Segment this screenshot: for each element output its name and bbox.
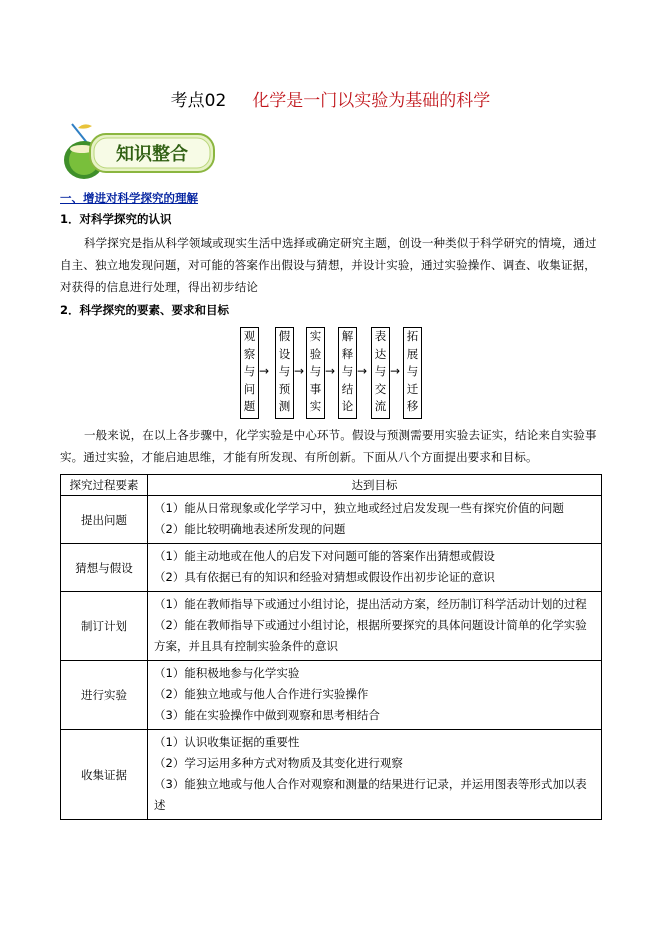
- paragraph-1-line-2: 自主、独立地发现问题，对可能的答案作出假设与猜想，并设计实验，通过实验操作、调查、收集证据，: [60, 258, 596, 272]
- flow-step: 表达与交流: [371, 327, 390, 419]
- inquiry-goals-table: [60, 474, 602, 820]
- subsection-heading-1: 1．对科学探究的认识: [60, 212, 172, 226]
- flow-arrow: →: [357, 364, 368, 378]
- flow-arrow: →: [390, 364, 401, 378]
- table-row: [61, 592, 602, 661]
- section-heading: 一、增进对科学探究的理解: [60, 191, 198, 205]
- flow-step: 拓展与迁移: [403, 327, 422, 419]
- table-cell-element: 猜想与假设: [61, 544, 148, 592]
- table-cell-element: 提出问题: [61, 496, 148, 544]
- paragraph-1: [60, 232, 600, 298]
- goal-item: （3）能在实验操作中做到观察和思考相结合: [154, 708, 380, 722]
- flow-arrow: →: [325, 364, 336, 378]
- table-cell-goals: [148, 496, 602, 544]
- table-header-goal: 达到目标: [148, 475, 602, 496]
- table-cell-goals: [148, 730, 602, 820]
- knowledge-banner: [58, 120, 218, 182]
- page-title: [0, 86, 661, 111]
- table-cell-goals: [148, 661, 602, 730]
- table-cell-goals: [148, 544, 602, 592]
- goal-item: （3）能独立地或与他人合作对观察和测量的结果进行记录，并运用图表等形式加以表述: [154, 777, 587, 812]
- flow-step: 假设与预测: [275, 327, 294, 419]
- flow-step: 解释与结论: [338, 327, 357, 419]
- topic-title: 化学是一门以实验为基础的科学: [252, 91, 491, 111]
- table-cell-element: 制订计划: [61, 592, 148, 661]
- goal-item: （2）具有依据已有的知识和经验对猜想或假设作出初步论证的意识: [154, 570, 495, 584]
- table-row: [61, 544, 602, 592]
- banner-label: 知识整合: [116, 144, 188, 165]
- table-row: [61, 730, 602, 820]
- goal-item: （1）能主动地或在他人的启发下对问题可能的答案作出猜想或假设: [154, 549, 495, 563]
- flow-step: 实验与事实: [306, 327, 325, 419]
- paragraph-1-line-3: 对获得的信息进行处理，得出初步结论: [60, 280, 259, 294]
- paragraph-2-line-2: 实。通过实验，才能启迪思维，才能有所发现、有所创新。下面从八个方面提出要求和目标。: [60, 450, 538, 464]
- flow-arrow: →: [259, 364, 270, 378]
- paragraph-1-line-1: 科学探究是指从科学领域或现实生活中选择或确定研究主题，创设一种类似于科学研究的情境，通过: [84, 236, 597, 250]
- flow-step: 观察与问题: [240, 327, 259, 419]
- banner-plaque: [90, 134, 214, 172]
- topic-number: 考点02: [170, 91, 227, 111]
- table-cell-goals: [148, 592, 602, 661]
- goal-item: （2）学习运用多种方式对物质及其变化进行观察: [154, 756, 403, 770]
- goal-item: （2）能比较明确地表述所发现的问题: [154, 522, 346, 536]
- goal-item: （1）认识收集证据的重要性: [154, 735, 300, 749]
- goal-item: （2）能独立地或与他人合作进行实验操作: [154, 687, 369, 701]
- paragraph-2: [60, 424, 600, 468]
- flow-arrow: →: [294, 364, 305, 378]
- subsection-heading-2: 2．科学探究的要素、要求和目标: [60, 303, 229, 317]
- paragraph-2-line-1: 一般来说，在以上各步骤中，化学实验是中心环节。假设与预测需要用实验去证实，结论来自实验事: [84, 428, 597, 442]
- table-header-element: 探究过程要素: [61, 475, 148, 496]
- table-cell-element: 进行实验: [61, 661, 148, 730]
- table-row: [61, 496, 602, 544]
- goal-item: （1）能从日常现象或化学学习中，独立地或经过启发发现一些有探究价值的问题: [154, 501, 564, 515]
- goal-item: （1）能在教师指导下或通过小组讨论，提出活动方案，经历制订科学活动计划的过程: [154, 597, 587, 611]
- table-row: [61, 661, 602, 730]
- goal-item: （1）能积极地参与化学实验: [154, 666, 300, 680]
- table-header-row: [61, 475, 602, 496]
- inquiry-flow-diagram: [238, 327, 438, 419]
- table-cell-element: 收集证据: [61, 730, 148, 820]
- goal-item: （2）能在教师指导下或通过小组讨论，根据所要探究的具体问题设计简单的化学实验方案，并且具有控制实验条件的意识: [154, 618, 587, 653]
